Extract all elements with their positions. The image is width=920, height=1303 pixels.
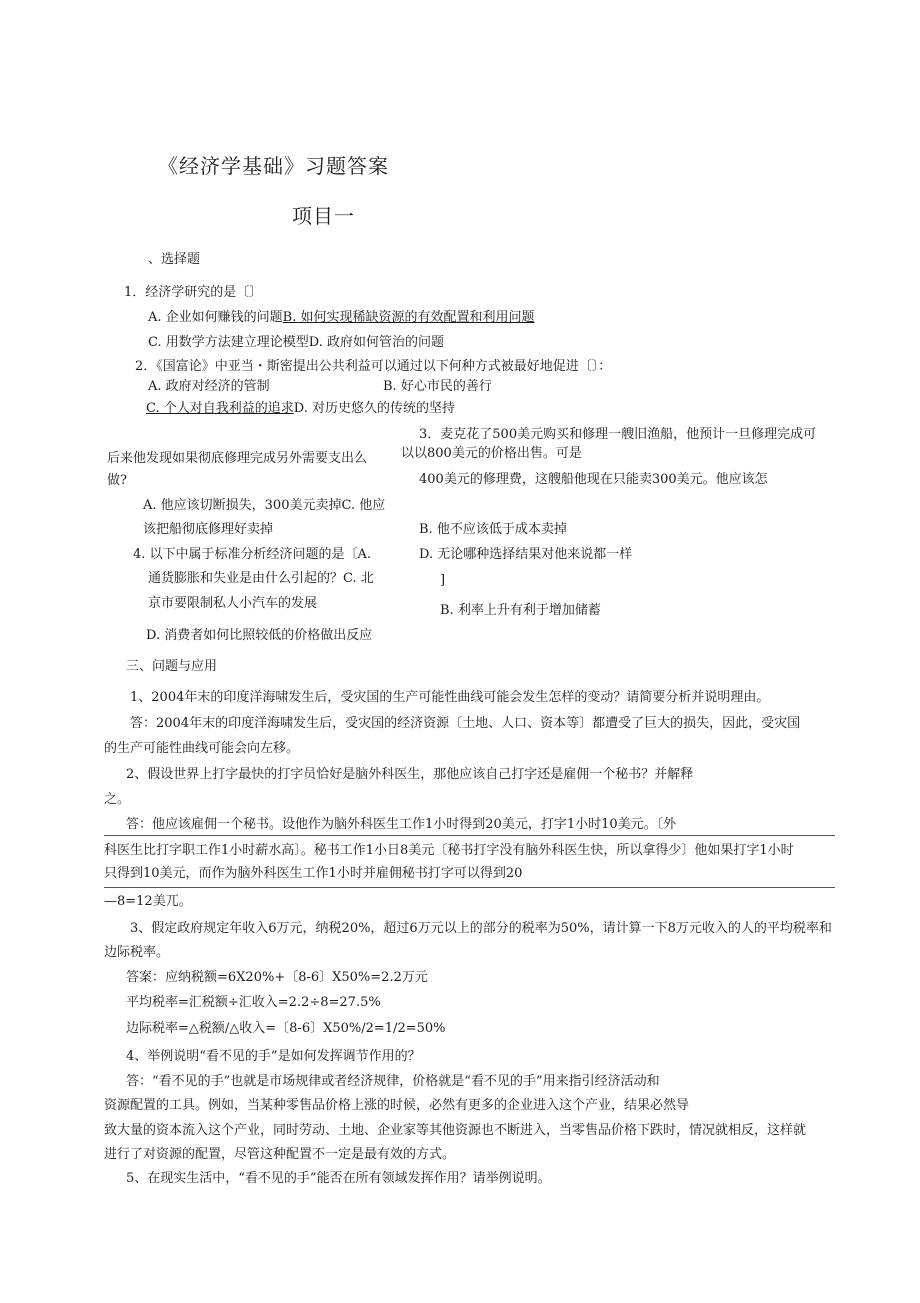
section-label: 三、问题与应用: [126, 659, 218, 674]
question-3-left-line1: 后来他发现如果彻底修理完成另外需要支出么: [107, 451, 368, 466]
question-2-option-d: D. 对历史悠久的传统的坚持: [293, 401, 455, 416]
question-1-options-cd: C. 用数学方法建立理论模型D. 政府如何管治的问题: [148, 335, 444, 350]
question-4-option-d: D. 消费者如何比照较低的价格做出反应: [146, 628, 373, 643]
problem-4-answer-line3: 致大量的资本流入这个产业，同时劳动、土地、企业家等其他资源也不断进入，当零售品价格下跌时，情况就相反，这样就: [104, 1123, 807, 1138]
question-3-left-line2: 做?: [107, 473, 127, 488]
section-heading: 项目一: [292, 204, 355, 228]
question-3-option-d: D. 无论哪种选择结果对他来说都一样: [419, 547, 633, 562]
problem-4-question: 4、举例说明“看不见的手”是如何发挥调节作用的？: [126, 1049, 421, 1064]
document-title: 《经济学基础》习题答案: [158, 154, 389, 178]
question-1-option-b: B. 如何实现稀缺资源的有效配置和利用问题: [282, 310, 535, 325]
question-1-options-ab: [148, 310, 534, 326]
problem-2-question-line2: 之。: [104, 792, 131, 807]
question-4-option-b: B. 利率上升有利于增加储蓄: [440, 603, 601, 618]
problem-3-question-line2: 边际税率。: [104, 945, 170, 960]
question-3-option-b: B. 他不应该低于成本卖掉: [419, 522, 567, 537]
question-4-line1: 4. 以下中属于标准分析经济问题的是〔A.: [133, 547, 372, 562]
problem-3-answer-line2: 平均税率=汇税额÷汇收入=2.2÷8=27.5%: [126, 995, 381, 1010]
problem-2-answer-line1: 答：他应该雇佣一个秘书。设他作为脑外科医生工作1小时得到20美元，打字1小时10美元。〔外: [126, 817, 677, 832]
question-1-option-a: A. 企业如何赚钱的问题: [148, 310, 283, 325]
problem-2-answer-line3: 只得到10美元，而作为脑外科医生工作1小时并雇佣秘书打字可以得到20: [104, 866, 523, 881]
problem-4-answer-line1: 答：“看不见的手”也就是市场规律或者经济规律，价格就是“看不见的手”用来指引经济活动和: [126, 1074, 660, 1089]
question-4-line2: 通货膨胀和失业是由什么引起的？C. 北: [148, 571, 374, 586]
section-label: 、选择题: [148, 252, 201, 267]
question-2-option-a: A. 政府对经济的管制: [148, 379, 270, 394]
bracket-mark: ]: [440, 573, 446, 588]
problem-2-answer-line4: —8=12美兀。: [104, 894, 192, 909]
question-3-option-a-line1: A. 他应该切断损失，300美元卖掉C. 他应: [143, 498, 386, 513]
question-2-option-c: C. 个人对自我利益的追求: [146, 401, 294, 416]
question-2-options-cd: [146, 401, 455, 417]
question-2-stem: 2．《国富论》中亚当・斯密提出公共利益可以通过以下何种方式被最好地促进〔〕：: [135, 359, 612, 374]
question-3-stem-line1: 3．麦克花了500美元购买和修理一艘旧渔船，他预计一旦修理完成可: [419, 427, 817, 442]
divider: [104, 887, 835, 888]
problem-2-answer-line2: 科医生比打字职工作1小时薪水高〕。秘书工作1小日8美元〔秘书打字没有脑外科医生快，所以拿得少〕他如果打字1小时: [104, 843, 794, 858]
problem-1-question: 1、2004年末的印度洋海啸发生后，受灾国的生产可能性曲线可能会发生怎样的变动？请简要分析并说明理由。: [130, 690, 770, 705]
question-3-option-a-line2: 该把船彻底修理好卖掉: [143, 522, 274, 537]
question-1-stem: 1．经济学研究的是〔〕: [124, 285, 263, 300]
problem-4-answer-line2: 资源配置的工具。例如，当某种零售品价格上涨的时候，必然有更多的企业进入这个产业，结果必然导: [104, 1098, 690, 1113]
problem-4-answer-line4: 进行了对资源的配置，尽管这种配置不一定是最有效的方式。: [104, 1147, 456, 1162]
problem-3-answer-line1: 答案：应纳税额=6X20%+〔8-6〕X50%=2.2万元: [126, 970, 428, 985]
question-2-option-b: B. 好心市民的善行: [383, 379, 492, 394]
problem-3-answer-line3: 边际税率=△税额/△收入=〔8-6〕X50%/2=1/2=50%: [126, 1021, 446, 1036]
question-3-stem-line3: 400美元的修理费，这艘船他现在只能卖300美元。他应该怎: [419, 472, 768, 487]
problem-2-question-line1: 2、假设世界上打字最快的打字员恰好是脑外科医生，那他应该自己打字还是雇佣一个秘书？并解释: [126, 767, 694, 782]
divider: [104, 835, 835, 836]
problem-5-question: 5、在现实生活中，“看不见的手”能否在所有领域发挥作用？请举例说明。: [126, 1171, 551, 1186]
question-3-stem-line2: 以以800美元的价格出售。可是: [401, 446, 582, 461]
problem-1-answer-line1: 答：2004年末的印度洋海啸发生后，受灾国的经济资源〔土地、人口、资本等〕都遭受了巨大的损失，因此，受灾国: [130, 716, 801, 731]
problem-1-answer-line2: 的生产可能性曲线可能会向左移。: [104, 741, 300, 756]
problem-3-question-line1: 3、假定政府规定年收入6万元，纳税20%，超过6万元以上的部分的税率为50%，请计算一下8万元收入的人的平均税率和: [130, 921, 832, 936]
question-4-line3: 京市要限制私人小汽车的发展: [148, 596, 318, 611]
